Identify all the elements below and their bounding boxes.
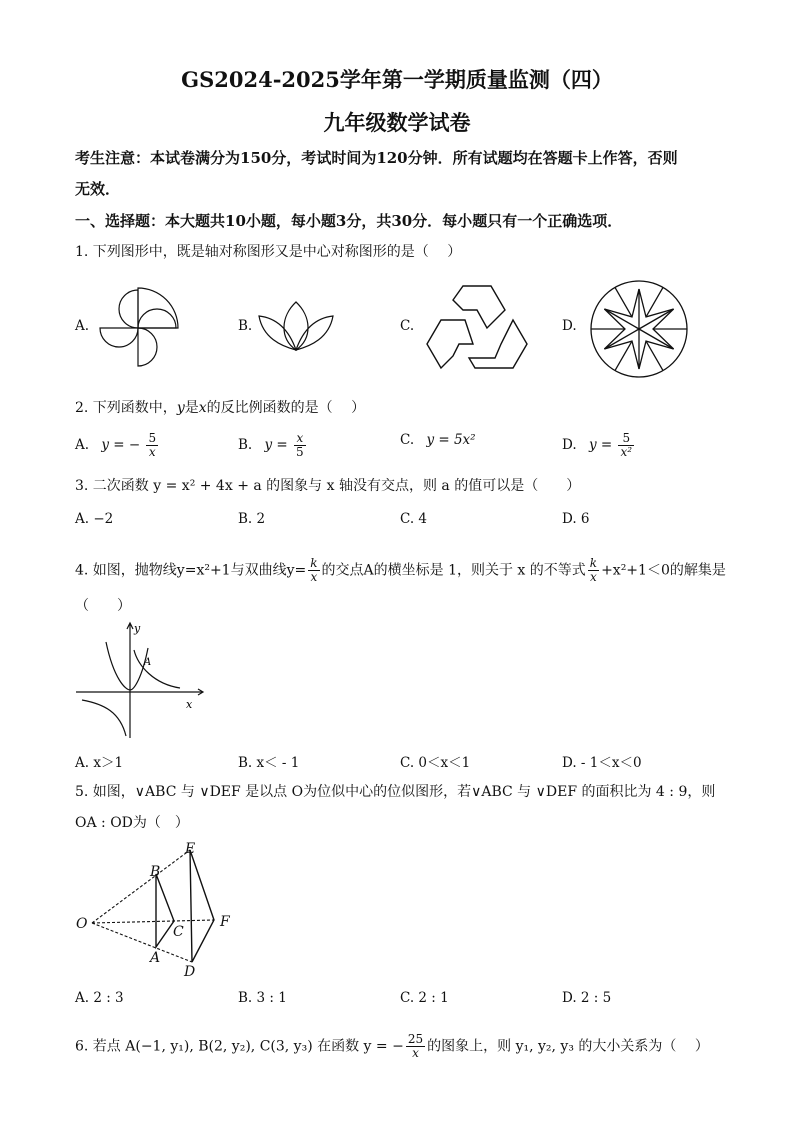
- fig-label-b: B: [150, 864, 161, 880]
- q3-option-c: C. 4: [400, 511, 428, 527]
- fig-label-d: D: [184, 964, 196, 980]
- homothety-figure: [74, 840, 244, 980]
- q1-option-b-label: B.: [238, 318, 253, 334]
- recycle-figure: [425, 284, 529, 374]
- fig-label-a: A: [150, 950, 161, 966]
- section-heading: 一、选择题：本大题共10小题，每小题3分，共30分．每小题只有一个正确选项．: [75, 212, 623, 230]
- parabola-hyperbola-graph: [74, 620, 204, 740]
- graph-y-label: y: [134, 622, 141, 635]
- q4-option-a: A. x＞1: [75, 755, 124, 771]
- q2-option-d: D. y = $\frac{5}{\text{x²}}$: [562, 431, 633, 459]
- notice-line-2: 无效．: [75, 180, 121, 198]
- pinwheel-figure: [96, 286, 180, 370]
- q2-option-c: C. y = 5x²: [400, 432, 476, 448]
- star-circle-figure: [587, 277, 691, 381]
- graph-x-label: x: [186, 698, 193, 711]
- q5-stem-line2: OA : OD为（ ）: [75, 815, 189, 831]
- q1-option-c-label: C.: [400, 318, 415, 334]
- q3-stem: 3. 二次函数 y = x² + 4x + a 的图象与 x 轴没有交点，则 a 的值可以是（ ）: [75, 478, 581, 494]
- q5-option-c: C. 2 : 1: [400, 990, 449, 1006]
- q5-stem-line1: 5. 如图，∨ABC 与 ∨DEF 是以点 O为位似中心的位似图形，若∨ABC 与 ∨DEF 的面积比为 4 : 9，则: [75, 784, 716, 800]
- q2-stem: 2. 下列函数中，y是x的反比例函数的是（ ）: [75, 400, 366, 416]
- q1-option-d-label: D.: [562, 318, 577, 334]
- q4-option-d: D. - 1＜x＜0: [562, 755, 642, 771]
- page-subtitle: 九年级数学试卷: [323, 110, 471, 135]
- q3-option-d: D. 6: [562, 511, 590, 527]
- graph-point-a-label: A: [144, 657, 152, 668]
- q5-option-d: D. 2 : 5: [562, 990, 612, 1006]
- fig-label-f: F: [220, 914, 230, 930]
- q5-option-a: A. 2 : 3: [75, 990, 124, 1006]
- q4-stem: 4. 如图，抛物线y=x²+1与双曲线y= $\frac{k}{x}$ 的交点A的横坐标是 1，则关于 x 的不等式 $\frac{k}{x}$ +x²+1＜0的解集是: [75, 556, 726, 584]
- page-title: GS2024-2025学年第一学期质量监测（四）: [181, 67, 613, 92]
- lotus-figure: [257, 300, 335, 354]
- q6-stem: 6. 若点 A(−1, y₁), B(2, y₂), C(3, y₃) 在函数 y = − $\frac{25}{x}$ 的图象上，则 y₁, y₂, y₃ 的大小关系为（ ）: [75, 1032, 709, 1060]
- q5-option-b: B. 3 : 1: [238, 990, 287, 1006]
- q1-option-a-label: A.: [75, 318, 90, 334]
- q1-stem: 1. 下列图形中，既是轴对称图形又是中心对称图形的是（ ）: [75, 244, 462, 260]
- q3-option-b: B. 2: [238, 511, 266, 527]
- fig-label-e: E: [185, 841, 196, 857]
- q4-stem-line2: （ ）: [75, 598, 131, 614]
- fig-label-o: O: [76, 916, 88, 932]
- q4-option-c: C. 0＜x＜1: [400, 755, 471, 771]
- q2-option-b: B. y = $\frac{x}{5}$: [238, 431, 304, 459]
- notice-line-1: 考生注意：本试卷满分为150分，考试时间为120分钟．所有试题均在答题卡上作答，否则: [75, 149, 678, 167]
- q2-option-a: A. y = − $\frac{5}{x}$: [75, 431, 157, 459]
- fig-label-c: C: [173, 924, 184, 940]
- q4-option-b: B. x＜ - 1: [238, 755, 300, 771]
- q3-option-a: A. −2: [75, 511, 114, 527]
